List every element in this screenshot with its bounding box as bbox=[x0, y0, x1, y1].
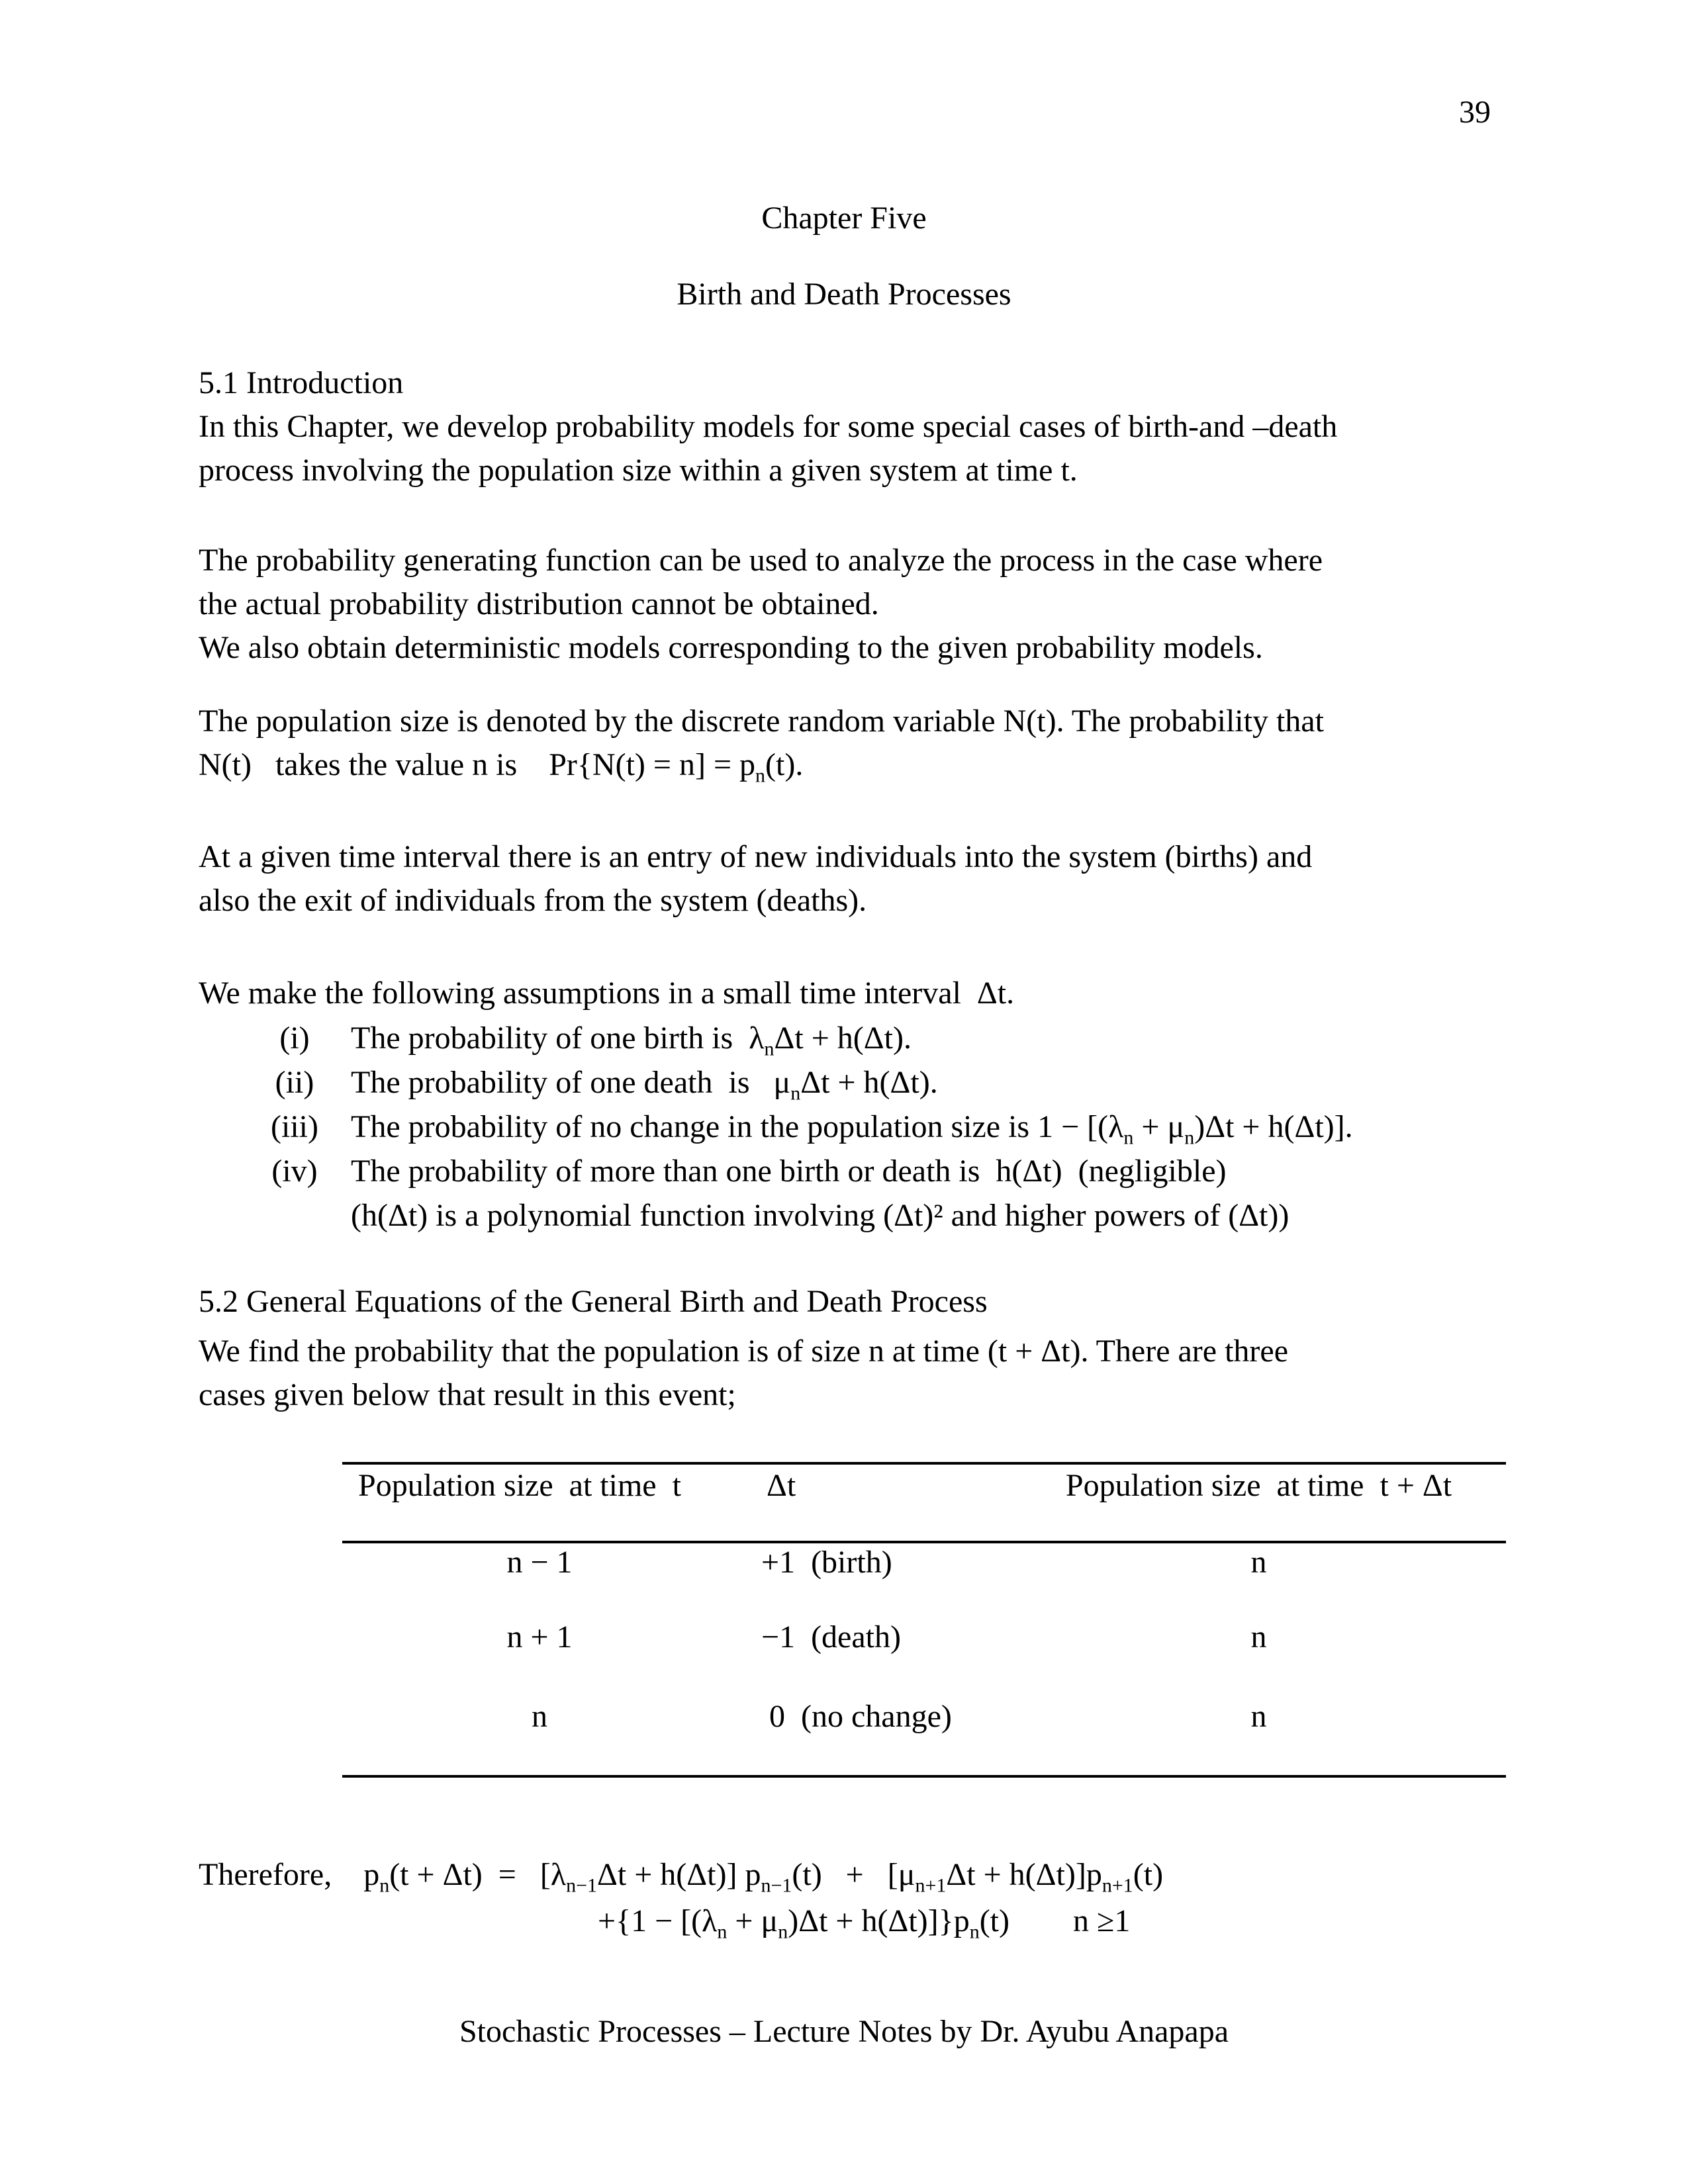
list-item-marker: (iv) bbox=[271, 1154, 318, 1189]
table-cell: n bbox=[1250, 1545, 1267, 1580]
table-cell: +1 (birth) bbox=[761, 1545, 892, 1580]
list-item-marker: (iii) bbox=[271, 1109, 318, 1144]
table-rule-bottom bbox=[342, 1775, 1506, 1778]
page-footer: Stochastic Processes – Lecture Notes by Dr. Ayubu Anapapa bbox=[459, 2014, 1229, 2049]
text-line: At a given time interval there is an entry of new individuals into the system (births) and bbox=[199, 839, 1313, 874]
table-cell: n bbox=[1250, 1699, 1267, 1734]
table-cell: n − 1 bbox=[506, 1545, 573, 1580]
table-cell: n bbox=[1250, 1619, 1267, 1655]
table-header-cell: Δt bbox=[767, 1468, 796, 1503]
list-item bbox=[199, 1016, 1353, 1060]
document-subtitle: Birth and Death Processes bbox=[677, 277, 1011, 312]
formula-line: N(t) takes the value n is $Pr\{N(t) = n] = p_n(t)$. bbox=[199, 747, 804, 787]
table-row bbox=[342, 1617, 1506, 1657]
table-cell: −1 (death) bbox=[761, 1619, 901, 1655]
equation-line-2: $+\{1 - [(\lambda_n + \mu_n)\Delta t + h(\Delta t)]\}p_n(t)$ n ≥1 bbox=[598, 1903, 1131, 1943]
list-item-text: (h(Δt) is a polynomial function involving (Δt)² and higher powers of (Δt)) bbox=[351, 1198, 1289, 1233]
table-cell: n + 1 bbox=[506, 1619, 573, 1655]
table-row bbox=[342, 1697, 1506, 1737]
assumptions-list bbox=[199, 1016, 1353, 1238]
list-item-text: The probability of more than one birth or death is h(Δt) (negligible) bbox=[351, 1154, 1227, 1189]
table-cell: n bbox=[532, 1699, 547, 1734]
list-item bbox=[199, 1105, 1353, 1149]
text-line: cases given below that result in this event; bbox=[199, 1377, 736, 1412]
text-line: the actual probability distribution cannot be obtained. bbox=[199, 586, 879, 621]
table-header-row bbox=[342, 1466, 1506, 1506]
paragraph-births-deaths bbox=[199, 835, 1312, 923]
paragraph-intro bbox=[199, 405, 1337, 492]
paragraph-population-size bbox=[199, 700, 1324, 787]
list-item-text: The probability of no change in the population size is $1 - [(\lambda_n + \mu_n)\Delta t + h(\Delta t)]$. bbox=[351, 1109, 1353, 1149]
table-rule-top bbox=[342, 1462, 1506, 1465]
text-line: We also obtain deterministic models corresponding to the given probability models. bbox=[199, 630, 1263, 665]
table-header-cell: Population size at time t bbox=[358, 1468, 681, 1503]
list-item-marker: (i) bbox=[279, 1021, 310, 1056]
section-heading-5-2: 5.2 General Equations of the General Birth and Death Process bbox=[199, 1284, 988, 1319]
recurrence-equation bbox=[199, 1852, 1163, 1944]
text-line: process involving the population size within a given system at time t. bbox=[199, 453, 1078, 488]
assumptions-intro: We make the following assumptions in a small time interval Δt. bbox=[199, 976, 1015, 1011]
section-heading-5-1: 5.1 Introduction bbox=[199, 365, 404, 400]
text-line: We find the probability that the population is of size n at time (t + Δt). There are three bbox=[199, 1334, 1289, 1369]
text-line: The probability generating function can be used to analyze the process in the case where bbox=[199, 543, 1323, 578]
table-row bbox=[342, 1543, 1506, 1582]
list-item-continuation bbox=[199, 1193, 1353, 1238]
chapter-title: Chapter Five bbox=[761, 201, 927, 236]
equation-line-1: Therefore, $p_n(t + \Delta t) = [\lambda_{n-1}\Delta t + h(\Delta t)] p_{n-1}(t) + [\mu_{n+1}\Delta t + h(\Delta t)]p_{n+1}(t)$ bbox=[199, 1857, 1164, 1897]
list-item-text: The probability of one death is $\mu_n\Delta t + h(\Delta t)$. bbox=[351, 1065, 938, 1105]
table-cell: 0 (no change) bbox=[761, 1699, 952, 1734]
text-line: also the exit of individuals from the system (deaths). bbox=[199, 883, 867, 918]
list-item-text: The probability of one birth is $\lambda_n\Delta t + h(\Delta t)$. bbox=[351, 1021, 912, 1060]
text-line: The population size is denoted by the discrete random variable N(t). The probability that bbox=[199, 704, 1324, 739]
list-item bbox=[199, 1060, 1353, 1105]
text-line: In this Chapter, we develop probability models for some special cases of birth-and –death bbox=[199, 409, 1338, 444]
list-item bbox=[199, 1149, 1353, 1193]
list-item-marker: (ii) bbox=[275, 1065, 314, 1100]
table-header-cell: Population size at time t + Δt bbox=[1065, 1468, 1452, 1503]
paragraph-three-cases bbox=[199, 1330, 1288, 1417]
transition-table bbox=[342, 1462, 1506, 1778]
page-number: 39 bbox=[1459, 95, 1491, 130]
paragraph-pgf bbox=[199, 539, 1323, 670]
